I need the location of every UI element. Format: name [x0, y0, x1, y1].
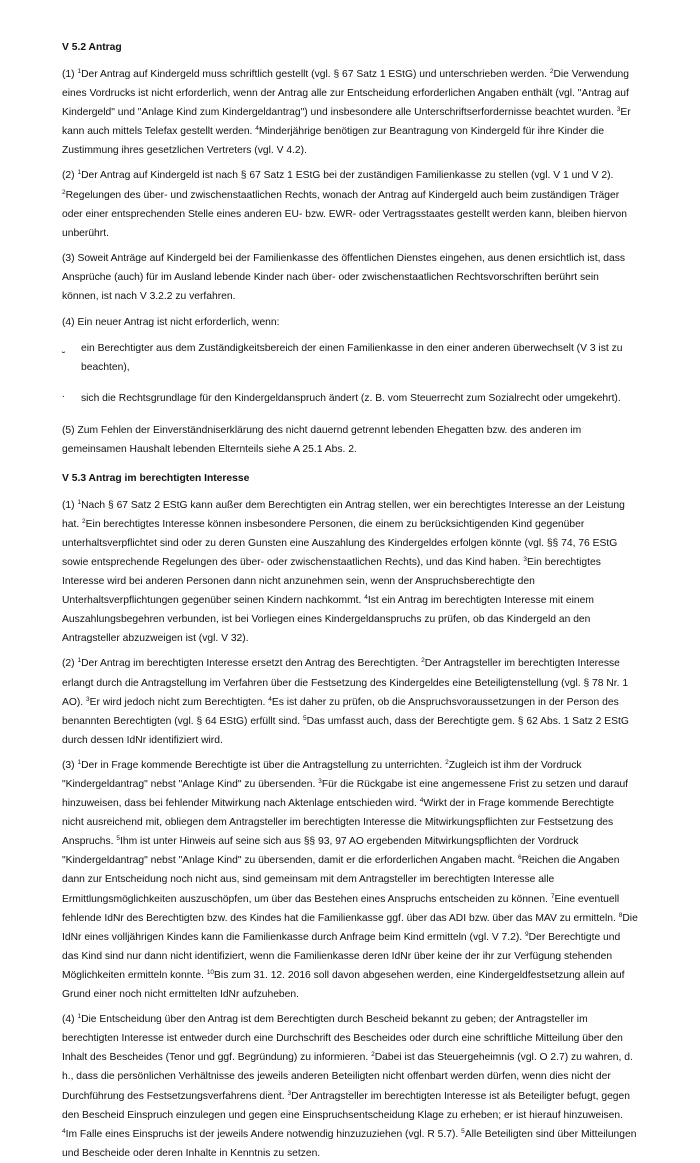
- sentence-text: Der Antrag im berechtigten Interesse ersetzt den Antrag des Berechtigten.: [81, 658, 422, 670]
- sentence-number: 4: [419, 797, 424, 805]
- paragraph-5-2-4-intro: (4) Ein neuer Antrag ist nicht erforderlich, wenn:: [62, 317, 280, 329]
- sentence-text: Die IdNr eines volljährigen Kindes kann die Familienkasse durch Anfrage beim Kind ermitteln (vgl. V 7.2).: [62, 912, 638, 943]
- sentence-number: 6: [517, 854, 522, 862]
- sentence-number: 1: [77, 169, 82, 177]
- paragraph-5-2-5: (5) Zum Fehlen der Einverständniserklärung des nicht dauernd getrennt lebenden Ehegatten bzw. des anderen im gemeinsamen Haushalt lebenden Elternteils siehe A 25.1 Abs. 2.: [62, 424, 582, 455]
- sentence-number: 1: [77, 758, 82, 766]
- sentence-text: Der in Frage kommende Berechtigte ist über die Antragstellung zu unterrichten.: [81, 759, 446, 771]
- paragraph-5-2-1: (1) $^1$Der Antrag auf Kindergeld muss schriftlich gestellt (vgl. § 67 Satz 1 EStG) und unterschrieben werden. $^2$Die Verwendung eines Vordrucks ist nicht erforderlich, wenn der Antrag alle zur Entscheidung erforderlichen Angaben enthält (vgl. "Antrag auf Kindergeld" und "Anlage Kind zum Kindergeldantrag") und insbesondere alle Unterschriftserfordernisse beachtet wurden. $^3$Er kann auch mittels Telefax gestellt werden. $^4$Minderjährige benötigen zur Beantragung von Kindergeld für ihre Kinder die Zustimmung ihres gesetzlichen Vertreters (vgl. V 4.2).: [62, 68, 631, 157]
- sentence-text: Reichen die Angaben dann zur Entscheidung noch nicht aus, sind gemeinsam mit dem Antragsteller im berechtigten Interesse alle Ermittlungsmöglichkeiten auszuschöpfen, um über das Bestehen eines Anspruchs entscheiden zu können.: [62, 855, 620, 905]
- sentence-text: Der Antragsteller im berechtigten Interesse ist als Beteiligter befugt, gegen den Bescheid Einspruch einzulegen und gegen eine Einspruchsentscheidung Klage zu erheben; er ist hierauf hinzuweisen.: [62, 1090, 630, 1121]
- sentence-text: Alle Beteiligten sind über Mitteilungen und Bescheide oder deren Inhalte in Kenntnis zu setzen.: [62, 1128, 637, 1159]
- paragraph-5-3-3: (3) $^1$Der in Frage kommende Berechtigte ist über die Antragstellung zu unterrichten. $^2$Zugleich ist ihm der Vordruck "Kindergeldantrag" nebst "Anlage Kind" zu übersenden. $^3$Für die Rückgabe ist eine angemessene Frist zu setzen und darauf hinzuweisen, dass bei fehlender Mitwirkung nach Aktenlage entschieden wird. $^4$Wirkt der in Frage kommende Berechtigte nicht ausreichend mit, obliegen dem Antragsteller im berechtigten Interesse die Mitwirkungspflichten zur Festsetzung des Anspruchs. $^5$Ihm ist unter Hinweis auf seine sich aus §§ 93, 97 AO ergebenden Mitwirkungspflichten der Vordruck "Kindergeldantrag" nebst "Anlage Kind" zu übersenden, damit er die erforderlichen Angaben macht. $^6$Reichen die Angaben dann zur Entscheidung noch nicht aus, sind gemeinsam mit dem Antragsteller im berechtigten Interesse alle Ermittlungsmöglichkeiten auszuschöpfen, um über das Bestehen eines Anspruchs entscheiden zu können. $^7$Eine eventuell fehlende IdNr des Berechtigten bzw. des Kindes hat die Familienkasse ggf. über das ADI bzw. über das MAV zu ermitteln. $^8$Die IdNr eines volljährigen Kindes kann die Familienkasse durch Anfrage beim Kind ermitteln (vgl. V 7.2). $^9$Der Berechtigte und das Kind sind nur dann nicht identifiziert, wenn die Familienkasse deren IdNr über keine der ihr zur Verfügung stehenden Möglichkeiten ermitteln konnte. $^{10}$Bis zum 31. 12. 2016 soll davon abgesehen werden, eine Kindergeldfestsetzung allein auf Grund einer noch nicht ermittelten IdNr aufzuheben.: [62, 758, 638, 1001]
- list-item-text: sich die Rechtsgrundlage für den Kindergeldanspruch ändert (z. B. vom Steuerrecht zum Sozialrecht oder umgekehrt).: [81, 393, 621, 405]
- sentence-text: Minderjährige benötigen zur Beantragung von Kindergeld für ihre Kinder die Zustimmung ihres gesetzlichen Vertreters (vgl. V 4.2).: [62, 126, 605, 157]
- sentence-number: 2: [549, 68, 554, 75]
- sentence-number: 5: [116, 835, 120, 843]
- sentence-number: 2: [82, 517, 86, 525]
- bullet-marker: .: [62, 389, 65, 401]
- sentence-number: 8: [618, 911, 623, 919]
- sentence-text: Dabei ist das Steuergeheimnis (vgl. O 2.7) zu wahren, d. h., dass die persönlichen Verhältnisse des jeweils anderen Beteiligten nicht offenbart werden dürfen, wenn dies nicht der Durchführung des Festsetzungsverfahrens dient.: [62, 1052, 633, 1102]
- sentence-text: Regelungen des über- und zwischenstaatlichen Rechts, wonach der Antrag auf Kindergeld auch beim zuständigen Träger oder einer entsprechenden Stelle eines anderen EU- bzw. EWR- oder Vertragsstaates gestellt werden kann, bleiben hiervon unberührt.: [62, 189, 627, 239]
- sentence-text: Im Falle eines Einspruchs ist der jeweils Andere notwendig hinzuzuziehen (vgl. R 5.7).: [65, 1128, 462, 1140]
- sentence-text: Ein berechtigtes Interesse wird bei anderen Personen dann nicht anzunehmen sein, wenn der Anspruchsberechtigte den Unterhaltsverpflichtungen gegenüber seinen Kindern nachkommt.: [62, 556, 601, 607]
- bullet-marker: ˘: [62, 351, 66, 363]
- sentence-text: Es ist daher zu prüfen, ob die Anspruchsvoraussetzungen in der Person des benannten Berechtigten (vgl. § 64 EStG) erfüllt sind.: [62, 696, 619, 727]
- paragraph-5-3-1: (1) $^1$Nach § 67 Satz 2 EStG kann außer dem Berechtigten ein Antrag stellen, wer ein berechtigtes Interesse an der Leistung hat. $^2$Ein berechtigtes Interesse können insbesondere Personen, die einem zu berücksichtigenden Kind gegenüber unterhaltsverpflichtet sind oder zu deren Gunsten eine Auszahlung des Kindergeldes erfolgen könnte (vgl. §§ 74, 76 EStG sowie entsprechende Regelungen des über- oder zwischenstaatlichen Rechts), und das Kind haben. $^3$Ein berechtigtes Interesse wird bei anderen Personen dann nicht anzunehmen sein, wenn der Anspruchsberechtigte den Unterhaltsverpflichtungen gegenüber seinen Kindern nachkommt. $^4$Ist ein Antrag im berechtigten Interesse mit einem Auszahlungsbegehren verbunden, ist bei Vorliegen eines Kindergeldanspruchs zu prüfen, ob das Kindergeld an den Antragsteller abzuzweigen ist (vgl. V 32).: [62, 498, 625, 645]
- list-item-bullet-1: [62, 339, 638, 377]
- sentence-number: 3: [287, 1089, 292, 1097]
- sentence-number: 4: [255, 125, 259, 133]
- paragraph-5-3-2: (2) $^1$Der Antrag im berechtigten Interesse ersetzt den Antrag des Berechtigten. $^2$Der Antragsteller im berechtigten Interesse erlangt durch die Antragstellung im Verfahren über die Festsetzung des Kindergeldes eine Beteiligtenstellung (vgl. § 78 Nr. 1 AO). $^3$Er wird jedoch nicht zum Berechtigten. $^4$Es ist daher zu prüfen, ob die Anspruchsvoraussetzungen in der Person des benannten Berechtigten (vgl. § 64 EStG) erfüllt sind. $^5$Das umfasst auch, dass der Berechtigte gem. § 62 Abs. 1 Satz 2 EStG durch dessen IdNr identifiziert wird.: [62, 657, 629, 746]
- sentence-number: 3: [318, 778, 322, 785]
- sentence-number: 1: [77, 657, 82, 665]
- sentence-text: Ist ein Antrag im berechtigten Interesse mit einem Auszahlungsbegehren verbunden, ist bei Vorliegen eines Kindergeldanspruchs zu prüfen, ob das Kindergeld an den Antragsteller abzuzweigen ist (vgl. V 32).: [62, 595, 594, 645]
- sentence-text: Wirkt der in Frage kommende Berechtigte nicht ausreichend mit, obliegen dem Antragsteller im berechtigten Interesse die Mitwirkungspflichten zur Festsetzung des Anspruchs.: [62, 798, 614, 848]
- sentence-number: 5: [302, 714, 307, 722]
- sentence-text: Der Antrag auf Kindergeld ist nach § 67 Satz 1 EStG bei der zuständigen Familienkasse zu stellen (vgl. V 1 und V 2).: [81, 170, 614, 182]
- sentence-number: 3: [523, 555, 527, 563]
- list-item-bullet-2: [62, 389, 638, 408]
- sentence-number: 9: [525, 930, 529, 938]
- sentence-number: 5: [461, 1127, 465, 1135]
- sentence-text: Der Berechtigte und das Kind sind nur dann nicht identifiziert, wenn die Familienkasse deren IdNr über keine der ihr zur Verfügung stehenden Möglichkeiten ermitteln konnte.: [62, 931, 621, 981]
- sentence-number: 3: [616, 106, 621, 114]
- sentence-text: Ein berechtigtes Interesse können insbesondere Personen, die einem zu berücksichtigenden Kind gegenüber unterhaltsverpflichtet sind oder zu deren Gunsten eine Auszahlung des Kindergeldes erfolgen könnte (vgl. §§ 74, 76 EStG sowie entsprechende Regelungen des über- oder zwischenstaatlichen Rechts), und das Kind haben.: [62, 518, 618, 568]
- sentence-number: 2: [421, 657, 425, 665]
- paragraph-5-2-3: (3) Soweit Anträge auf Kindergeld bei der Familienkasse des öffentlichen Dienstes eingehen, aus denen ersichtlich ist, dass Ansprüche (auch) für im Ausland lebende Kinder nach über- oder zwischenstaatlichen Rechtsvorschriften berührt sein können, ist nach V 3.2.2 zu verfahren.: [62, 252, 626, 303]
- sentence-text: Er wird jedoch nicht zum Berechtigten.: [89, 696, 269, 708]
- sentence-number: 10: [206, 968, 215, 976]
- section-heading-5-2: V 5.2 Antrag: [62, 42, 122, 53]
- sentence-text: Für die Rückgabe ist eine angemessene Frist zu setzen und darauf hinzuweisen, dass bei fehlender Mitwirkung nach Aktenlage entschieden wird.: [62, 779, 629, 810]
- sentence-number: 4: [268, 695, 272, 703]
- sentence-text: Bis zum 31. 12. 2016 soll davon abgesehen werden, eine Kindergeldfestsetzung allein auf Grund einer noch nicht ermittelten IdNr aufzuheben.: [62, 969, 625, 1001]
- paragraph-5-2-2: (2) $^1$Der Antrag auf Kindergeld ist nach § 67 Satz 1 EStG bei der zuständigen Familienkasse zu stellen (vgl. V 1 und V 2). $^2$Regelungen des über- und zwischenstaatlichen Rechts, wonach der Antrag auf Kindergeld auch beim zuständigen Träger oder einer entsprechenden Stelle eines anderen EU- bzw. EWR- oder Vertragsstaates gestellt werden kann, bleiben hiervon unberührt.: [62, 169, 627, 239]
- list-item-text: ein Berechtigter aus dem Zuständigkeitsbereich der einen Familienkasse in den einer anderen überwechselt (V 3 ist zu beachten),: [81, 343, 623, 374]
- sentence-text: Eine eventuell fehlende IdNr des Berechtigten bzw. des Kindes hat die Familienkasse ggf. über das ADI bzw. über das MAV zu ermitteln.: [62, 893, 620, 924]
- sentence-text: Der Antrag auf Kindergeld muss schriftlich gestellt (vgl. § 67 Satz 1 EStG) und unterschrieben werden.: [81, 69, 550, 80]
- sentence-number: 2: [371, 1051, 375, 1059]
- sentence-number: 1: [77, 1013, 82, 1021]
- sentence-number: 2: [62, 188, 66, 196]
- sentence-text: Die Verwendung eines Vordrucks ist nicht erforderlich, wenn der Antrag alle zur Entscheidung erforderlichen Angaben enthält (vgl. "Antrag auf Kindergeld" und "Anlage Kind zum Kindergeldantrag") und insbesondere alle Unterschriftserfordernisse beachtet wurden.: [62, 69, 630, 119]
- paragraph-5-3-4: (4) $^1$Die Entscheidung über den Antrag ist dem Berechtigten durch Bescheid bekannt zu geben; der Antragsteller im berechtigten Interesse ist entweder durch eine Durchschrift des Bescheides oder durch eine schriftliche Mitteilung über den Inhalt des Bescheides (Tenor und ggf. Begründung) zu informieren. $^2$Dabei ist das Steuergeheimnis (vgl. O 2.7) zu wahren, d. h., dass die persönlichen Verhältnisse des jeweils anderen Beteiligten nicht offenbart werden dürfen, wenn dies nicht der Durchführung des Festsetzungsverfahrens dient. $^3$Der Antragsteller im berechtigten Interesse ist als Beteiligter befugt, gegen den Bescheid Einspruch einzulegen und gegen eine Einspruchsentscheidung Klage zu erheben; er ist hierauf hinzuweisen. $^4$Im Falle eines Einspruchs ist der jeweils Andere notwendig hinzuzuziehen (vgl. R 5.7). $^5$Alle Beteiligten sind über Mitteilungen und Bescheide oder deren Inhalte in Kenntnis zu setzen.: [62, 1013, 637, 1159]
- sentence-text: Zugleich ist ihm der Vordruck "Kindergeldantrag" nebst "Anlage Kind" zu übersenden.: [62, 759, 582, 790]
- sentence-text: Nach § 67 Satz 2 EStG kann außer dem Berechtigten ein Antrag stellen, wer ein berechtigtes Interesse an der Leistung hat.: [62, 499, 625, 530]
- sentence-number: 1: [77, 498, 82, 506]
- sentence-number: 2: [445, 758, 449, 766]
- sentence-number: 4: [62, 1127, 66, 1135]
- sentence-text: Er kann auch mittels Telefax gestellt werden.: [62, 107, 631, 138]
- sentence-text: Das umfasst auch, dass der Berechtigte gem. § 62 Abs. 1 Satz 2 EStG durch dessen IdNr identifiziert wird.: [62, 715, 629, 746]
- sentence-number: 4: [364, 594, 368, 602]
- sentence-number: 3: [86, 695, 90, 703]
- sentence-number: 7: [550, 892, 555, 900]
- sentence-text: Die Entscheidung über den Antrag ist dem Berechtigten durch Bescheid bekannt zu geben; der Antragsteller im berechtigten Interesse ist entweder durch eine Durchschrift des Bescheides oder durch eine schriftliche Mitteilung über den Inhalt des Bescheides (Tenor und ggf. Begründung) zu informieren.: [62, 1014, 623, 1064]
- sentence-number: 1: [77, 68, 82, 75]
- sentence-text: Der Antragsteller im berechtigten Interesse erlangt durch die Antragstellung im Verfahren über die Festsetzung des Kindergeldes eine Beteiligtenstellung (vgl. § 78 Nr. 1 AO).: [62, 658, 629, 708]
- section-heading-5-3: V 5.3 Antrag im berechtigten Interesse: [62, 472, 250, 484]
- sentence-text: Ihm ist unter Hinweis auf seine sich aus §§ 93, 97 AO ergebenden Mitwirkungspflichten der Vordruck "Kindergeldantrag" nebst "Anlage Kind" zu übersenden, damit er die erforderlichen Angaben macht.: [62, 836, 579, 867]
